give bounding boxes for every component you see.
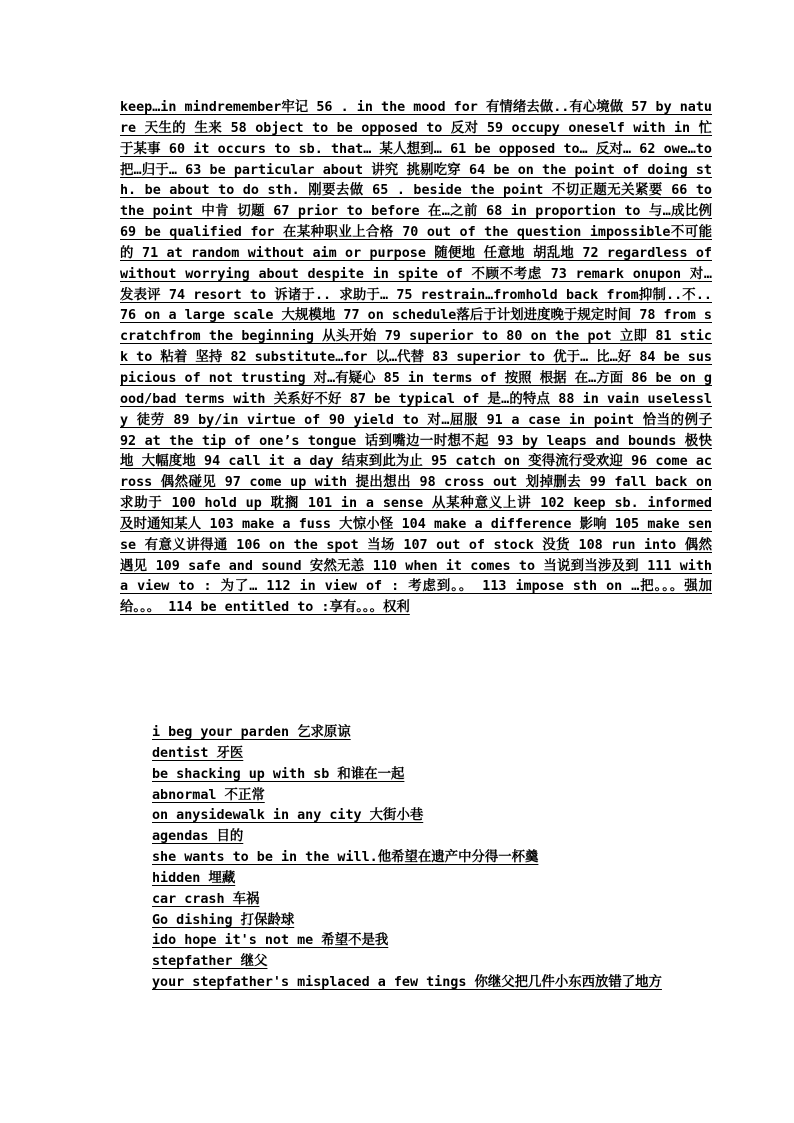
list-item: agendas 目的 — [152, 829, 244, 845]
list-item: car crash 车祸 — [152, 891, 260, 907]
list-item: abnormal 不正常 — [152, 787, 265, 803]
list-item: on anysidewalk in any city 大街小巷 — [152, 808, 424, 824]
list-item: she wants to be in the will.他希望在遗产中分得一杯羹 — [152, 850, 539, 866]
list-item: your stepfather's misplaced a few tings 你继父把几件小东西放错了地方 — [152, 975, 662, 991]
list-item: Go dishing 打保龄球 — [152, 912, 295, 928]
list-item: stepfather 继父 — [152, 954, 268, 970]
list-item: ido hope it's not me 希望不是我 — [152, 933, 389, 949]
list-item: hidden 埋藏 — [152, 870, 236, 886]
list-item: be shacking up with sb 和谁在一起 — [152, 766, 405, 782]
vocabulary-list — [120, 723, 712, 994]
list-item: dentist 牙医 — [152, 745, 244, 761]
phrase-list-paragraph: keep…in mindremember牢记 56 . in the mood for 有情绪去做..有心境做 57 by nature 天生的 生来 58 object to be opposed to 反对 59 occupy oneself with in 忙于某事 60 it occurs to sb. that… 某人想到… 61 be opposed to… 反对… 62 owe…to 把…归于… 63 be particular about 讲究 挑剔吃穿 64 be on the point of doing sth. be about to do sth. 刚要去做 65 . beside the point 不切正题无关紧要 66 to the point 中肯 切题 67 prior to before 在…之前 68 in proportion to 与…成比例 69 be qualified for 在某种职业上合格 70 out of the question impossible不可能的 71 at random without aim or purpose 随便地 任意地 胡乱地 72 regardless of without worrying about despite in spite of 不顾不考虑 73 remark onupon 对…发表评 74 resort to 诉诸于.. 求助于… 75 restrain…fromhold back from抑制..不.. 76 on a large scale 大规模地 77 on schedule落后于计划进度晚于规定时间 78 from scratchfrom the beginning 从头开始 79 superior to 80 on the pot 立即 81 stick to 粘着 坚持 82 substitute…for 以…代替 83 superior to 优于… 比…好 84 be suspicious of not trusting 对…有疑心 85 in terms of 按照 根据 在…方面 86 be on good/bad terms with 关系好不好 87 be typical of 是…的特点 88 in vain uselessly 徒劳 89 by/in virtue of 90 yield to 对…屈服 91 a case in point 恰当的例子 92 at the tip of one’s tongue 话到嘴边一时想不起 93 by leaps and bounds 极快地 大幅度地 94 call it a day 结束到此为止 95 catch on 变得流行受欢迎 96 come across 偶然碰见 97 come up with 提出想出 98 cross out 划掉删去 99 fall back on 求助于 100 hold up 耽搁 101 in a sense 从某种意义上讲 102 keep sb. informed 及时通知某人 103 make a fuss 大惊小怪 104 make a difference 影响 105 make sense 有意义讲得通 106 on the spot 当场 107 out of stock 没货 108 run into 偶然遇见 109 safe and sound 安然无恙 110 when it comes to 当说到当涉及到 111 with a view to : 为了… 112 in view of : 考虑到。。 113 impose sth on …把。。。强加给。。。 114 be entitled to :享有。。。权利 — [120, 100, 712, 616]
list-item: i beg your parden 乞求原谅 — [152, 725, 351, 740]
